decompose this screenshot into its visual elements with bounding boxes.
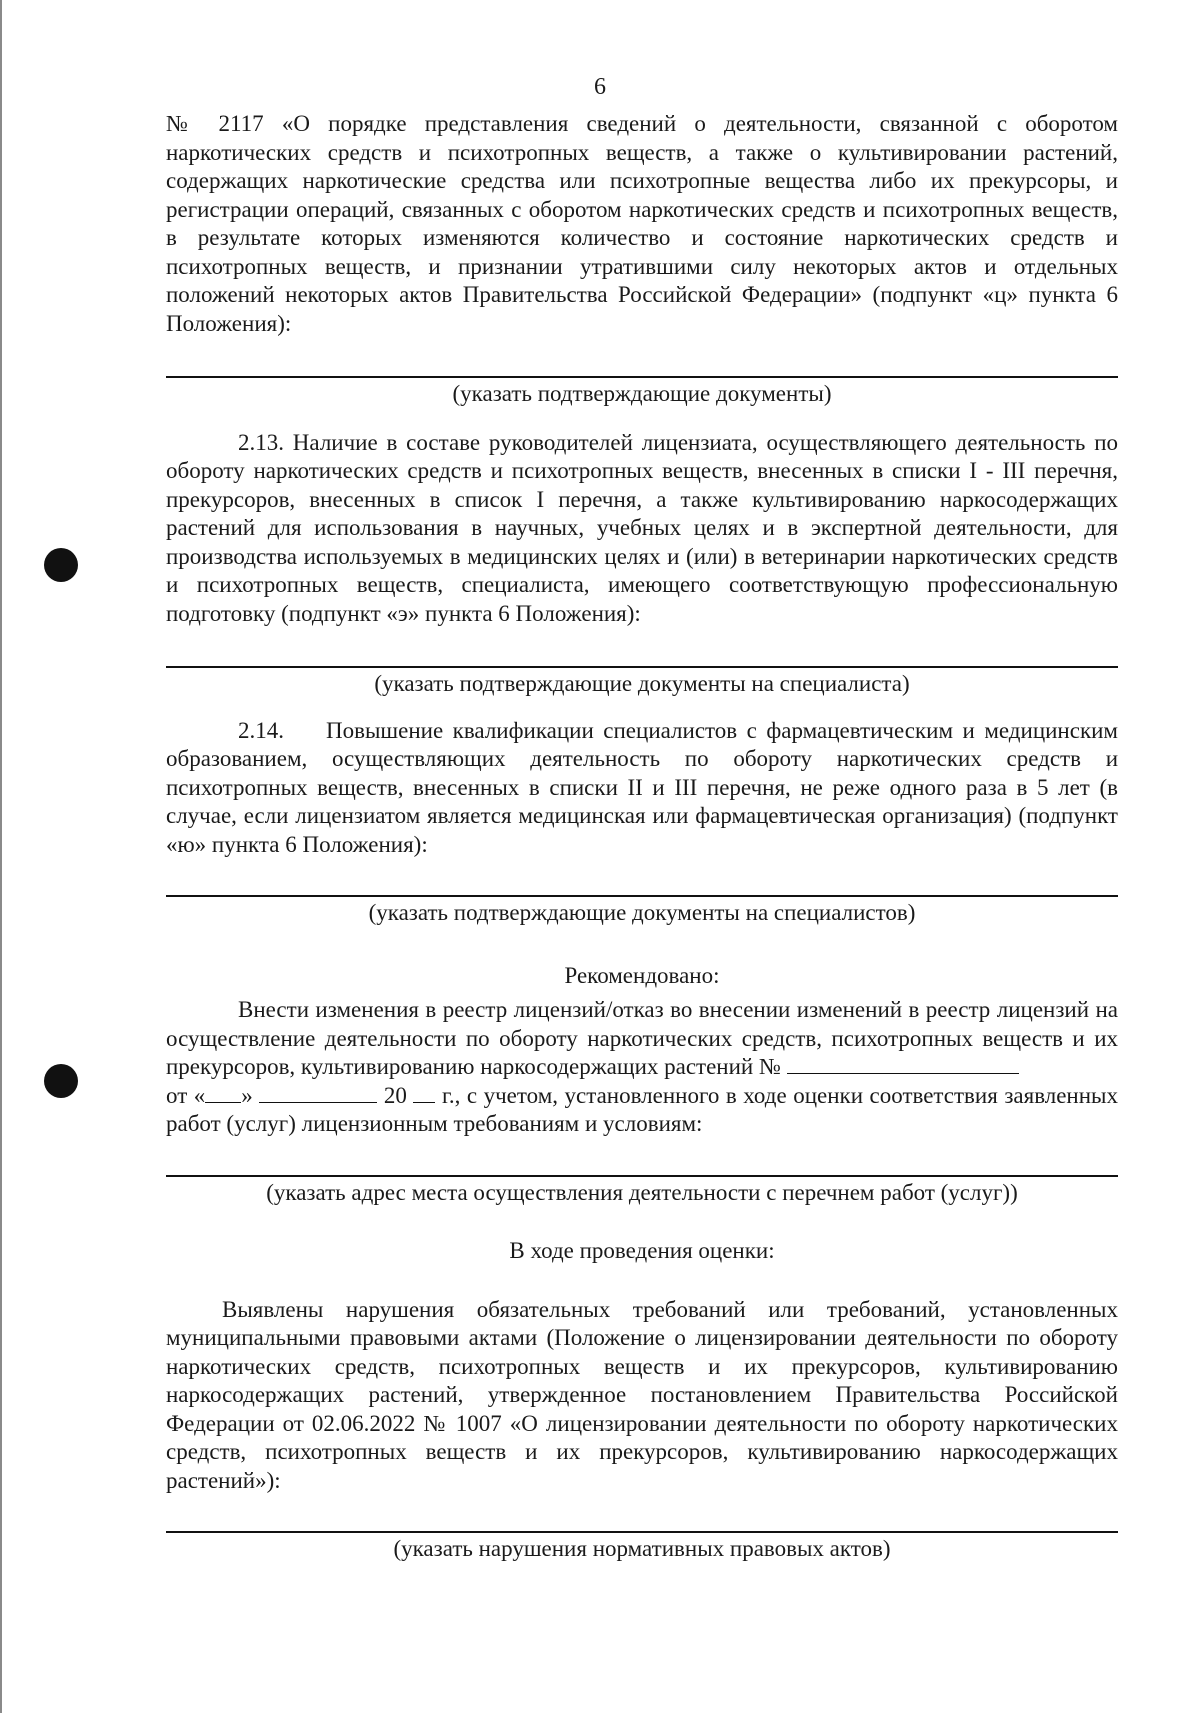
- month-field[interactable]: [259, 1082, 377, 1103]
- recommended-heading: Рекомендовано:: [564, 962, 720, 988]
- caption-specialists-documents: (указать подтверждающие документы на специалистов): [368, 900, 916, 925]
- fill-in-line: [166, 895, 1118, 897]
- item-2-14-number: 2.14.: [238, 717, 284, 743]
- license-number-field[interactable]: [787, 1053, 1019, 1074]
- recommended-text-end: г., с учетом, установленного в ходе оценки соответствия заявленных работ (услуг) лицензионным требованиям и условиям:: [166, 1082, 1119, 1136]
- year-field[interactable]: [413, 1082, 435, 1103]
- caption-address: (указать адрес места осуществления деятельности с перечнем работ (услуг)): [266, 1179, 1018, 1205]
- item-2-14-text: Повышение квалификации специалистов с фармацевтическим и медицинским образованием, осуществляющих деятельность по обороту наркотических средств и психотропных веществ, внесенных в списки II и III перечня, не реже одного раза в 5 лет (в случае, если лицензиатом является медицинская или фармацевтическая организация) (подпункт «ю» пункта 6 Положения):: [166, 717, 1118, 857]
- fill-in-line: [166, 1531, 1118, 1533]
- punch-hole: [44, 548, 78, 582]
- recommended-paragraph: [166, 996, 1118, 1139]
- from-label: от «: [166, 1082, 206, 1108]
- document-body: [166, 110, 1118, 1564]
- fill-in-line: [166, 1175, 1118, 1177]
- quote-close: »: [241, 1082, 253, 1108]
- violations-paragraph: Выявлены нарушения обязательных требований или требований, установленных муниципальными правовыми актами (Положение о лицензировании деятельности по обороту наркотических средств, психотропных веществ и их прекурсоров, культивированию наркосодержащих растений, утвержденное постановлением Правительства Российской Федерации от 02.06.2022 № 1007 «О лицензировании деятельности по обороту наркотических средств, психотропных веществ и их прекурсоров, культивированию наркосодержащих растений»):: [166, 1296, 1118, 1493]
- assessment-heading: В ходе проведения оценки:: [509, 1238, 775, 1263]
- item-2-14: [166, 717, 1118, 860]
- fill-in-line: [166, 666, 1118, 668]
- caption-confirming-documents: (указать подтверждающие документы): [452, 381, 832, 406]
- recommended-text-start: Внести изменения в реестр лицензий/отказ во внесении изменений в реестр лицензий на осуществление деятельности по обороту наркотических средств, психотропных веществ и их прекурсоров, культивированию наркосодержащих растений №: [166, 997, 1118, 1079]
- page-edge-line: [0, 0, 2, 1713]
- item-2-13: 2.13. Наличие в составе руководителей лицензиата, осуществляющего деятельность по обороту наркотических средств и психотропных веществ, внесенных в списки I - III перечня, прекурсоров, внесенных в список I перечня, а также культивированию наркосодержащих растений для использования в научных, учебных целях и в экспертной деятельности, для производства используемых в медицинских целях и (или) в ветеринарии наркотических средств и психотропных веществ, специалиста, имеющего соответствующую профессиональную подготовку (подпункт «э» пункта 6 Положения):: [166, 429, 1118, 626]
- year-prefix: 20: [383, 1082, 407, 1108]
- fill-in-line: [166, 376, 1118, 378]
- caption-specialist-documents: (указать подтверждающие документы на специалиста): [374, 671, 910, 696]
- page-number: 6: [594, 74, 606, 100]
- caption-violations: (указать нарушения нормативных правовых актов): [393, 1536, 891, 1561]
- day-field[interactable]: [205, 1082, 241, 1103]
- intro-paragraph: № 2117 «О порядке представления сведений о деятельности, связанной с оборотом наркотических средств и психотропных веществ, а также о культивировании растений, содержащих наркотические средства или психотропные вещества либо их прекурсоры, и регистрации операций, связанных с оборотом наркотических средств и психотропных веществ, в результате которых изменяются количество и состояние наркотических средств и психотропных веществ, и признании утратившими силу некоторых актов и отдельных положений некоторых актов Правительства Российской Федерации» (подпункт «ц» пункта 6 Положения):: [166, 111, 1118, 336]
- punch-hole: [44, 1064, 78, 1098]
